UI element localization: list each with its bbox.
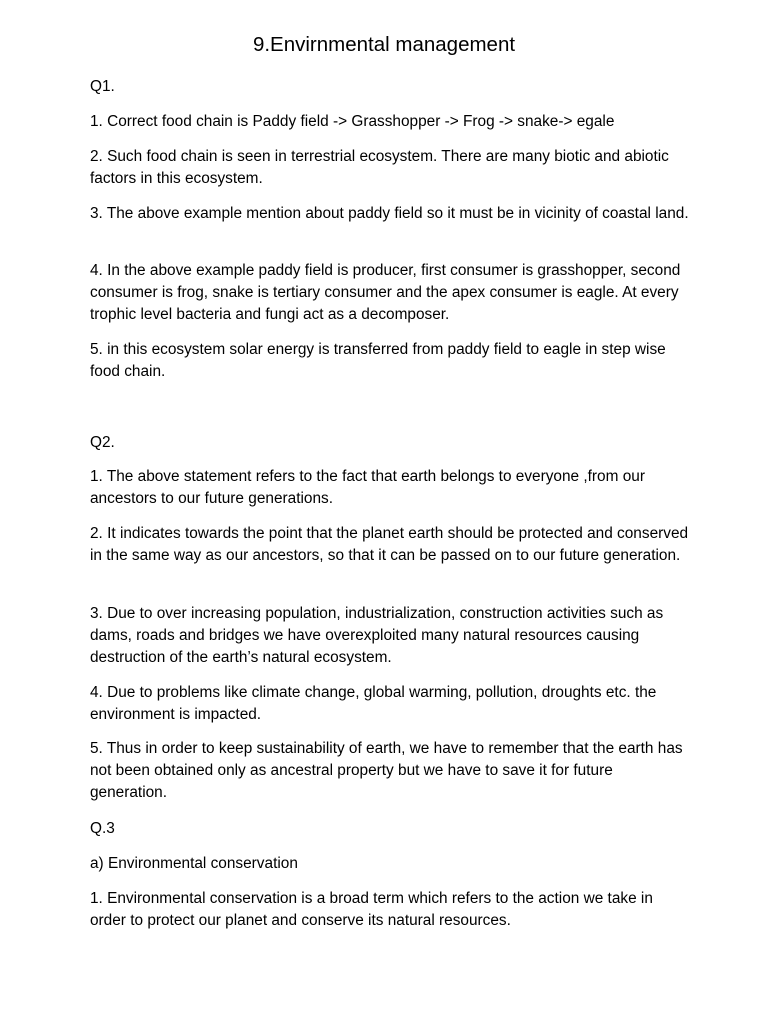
q2-heading: Q2.: [90, 434, 115, 451]
q3-paragraph-1: 1. Environmental conservation is a broad term which refers to the action we take in order to protect our planet and conserve its natural resources.: [90, 890, 653, 929]
q2-paragraph-3: 3. Due to over increasing population, industrialization, construction activities such as dams, roads and bridges we have overexploited many natural resources causing destruction of the earth’s natural ecosystem.: [90, 605, 664, 666]
q2-paragraph-4: 4. Due to problems like climate change, global warming, pollution, droughts etc. the environment is impacted.: [90, 684, 657, 723]
q2-paragraph-5: 5. Thus in order to keep sustainability of earth, we have to remember that the earth has not been obtained only as ancestral property but we have to save it for future generation.: [90, 740, 683, 801]
q2-paragraph-2: 2. It indicates towards the point that the planet earth should be protected and conserved in the same way as our ancestors, so that it can be passed on to our future generation.: [90, 525, 689, 564]
q1-paragraph-1: 1. Correct food chain is Paddy field -> Grasshopper -> Frog -> snake-> egale: [90, 113, 615, 130]
q3-subheading: a) Environmental conservation: [90, 855, 298, 872]
q1-heading: Q1.: [90, 78, 115, 95]
page-title: 9.Envirnmental management: [252, 33, 516, 56]
q3-heading: Q.3: [90, 820, 115, 837]
q1-paragraph-3: 3. The above example mention about paddy field so it must be in vicinity of coastal land.: [90, 205, 689, 222]
q2-paragraph-1: 1. The above statement refers to the fact that earth belongs to everyone ,from our ancestors to our future generations.: [90, 468, 645, 507]
q1-paragraph-5: 5. in this ecosystem solar energy is transferred from paddy field to eagle in step wise food chain.: [90, 341, 666, 380]
q1-paragraph-2: 2. Such food chain is seen in terrestrial ecosystem. There are many biotic and abiotic factors in this ecosystem.: [90, 148, 669, 187]
q1-paragraph-4: 4. In the above example paddy field is producer, first consumer is grasshopper, second consumer is frog, snake is tertiary consumer and the apex consumer is eagle. At every trophic level bacteria and fungi act as a decomposer.: [90, 262, 681, 323]
